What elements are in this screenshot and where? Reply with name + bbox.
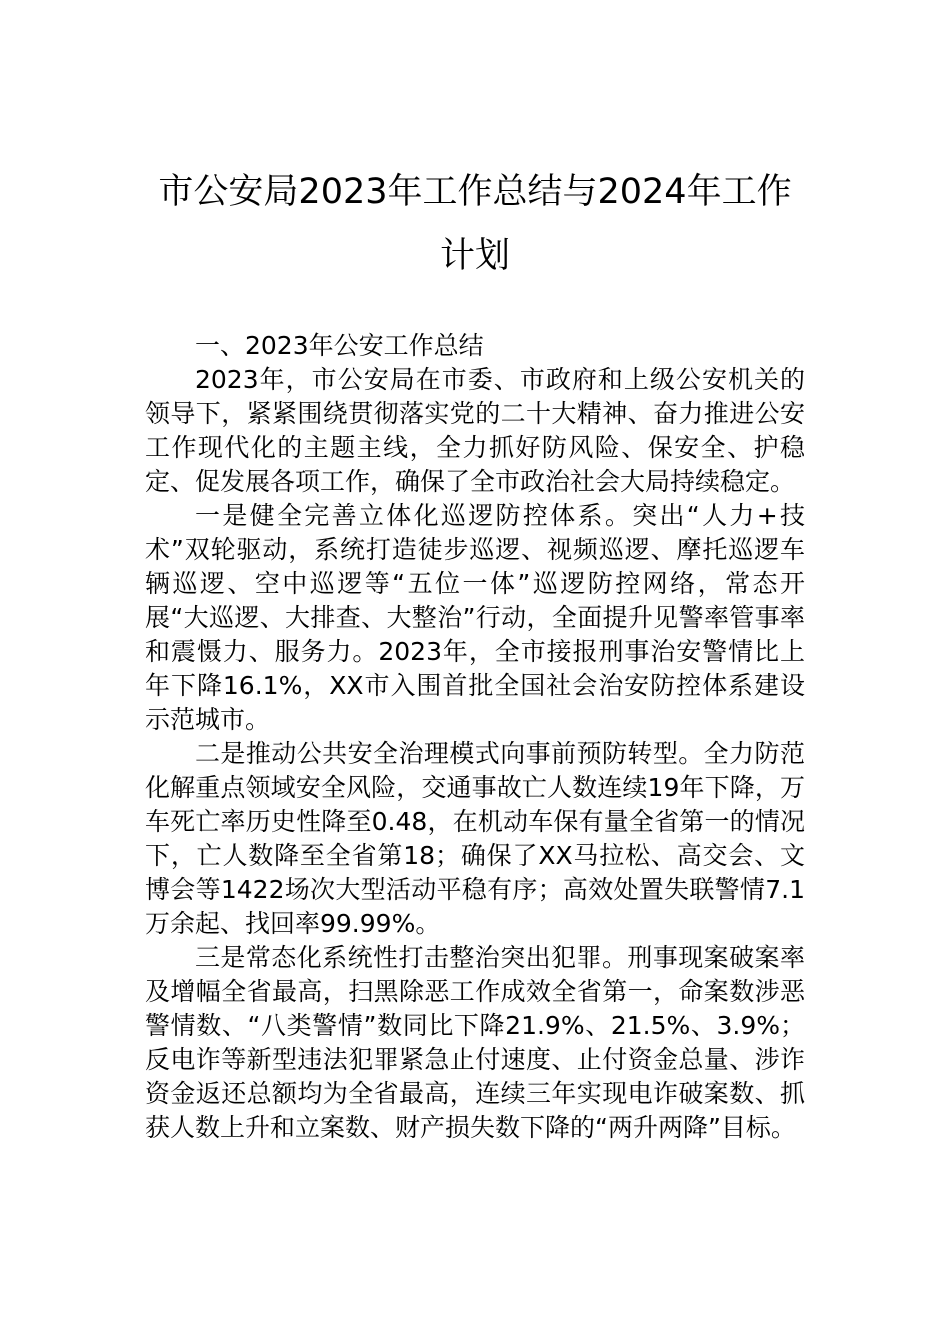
document-title: 市公安局2023年工作总结与2024年工作计划 [158,172,792,276]
paragraph-crime-crackdown: 三是常态化系统性打击整治突出犯罪。刑事现案破案率及增幅全省最高，扫黑除恶工作成效全省第一，命案数涉恶警情数、“八类警情”数同比下降21.9%、21.5%、3.9%；反电诈等新型违法犯罪紧急止付速度、止付资金总量、涉诈资金返还总额均为全省最高，连续三年实现电诈破案数、抓获人数上升和立案数、财产损失数下降的“两升两降”目标。 [145,943,805,1142]
paragraph-patrol: 一是健全完善立体化巡逻防控体系。突出“人力+技术”双轮驱动，系统打造徒步巡逻、视频巡逻、摩托巡逻车辆巡逻、空中巡逻等“五位一体”巡逻防控网络，常态开展“大巡逻、大排查、大整治”行动，全面提升见警率管事率和震慑力、服务力。2023年，全市接报刑事治安警情比上年下降16.1%，XX市入围首批全国社会治安防控体系建设示范城市。 [145,501,805,734]
document-body [145,329,805,1145]
paragraph-intro: 2023年，市公安局在市委、市政府和上级公安机关的领导下，紧紧围绕贯彻落实党的二十大精神、奋力推进公安工作现代化的主题主线，全力抓好防风险、保安全、护稳定、促发展各项工作，确保了全市政治社会大局持续稳定。 [145,365,805,496]
paragraph-public-safety: 二是推动公共安全治理模式向事前预防转型。全力防范化解重点领域安全风险，交通事故亡人数连续19年下降，万车死亡率历史性降至0.48，在机动车保有量全省第一的情况下，亡人数降至全省第18；确保了XX马拉松、高交会、文博会等1422场次大型活动平稳有序；高效处置失联警情7.1万余起、找回率99.99%。 [145,739,805,938]
section-heading: 一、2023年公安工作总结 [195,331,484,360]
